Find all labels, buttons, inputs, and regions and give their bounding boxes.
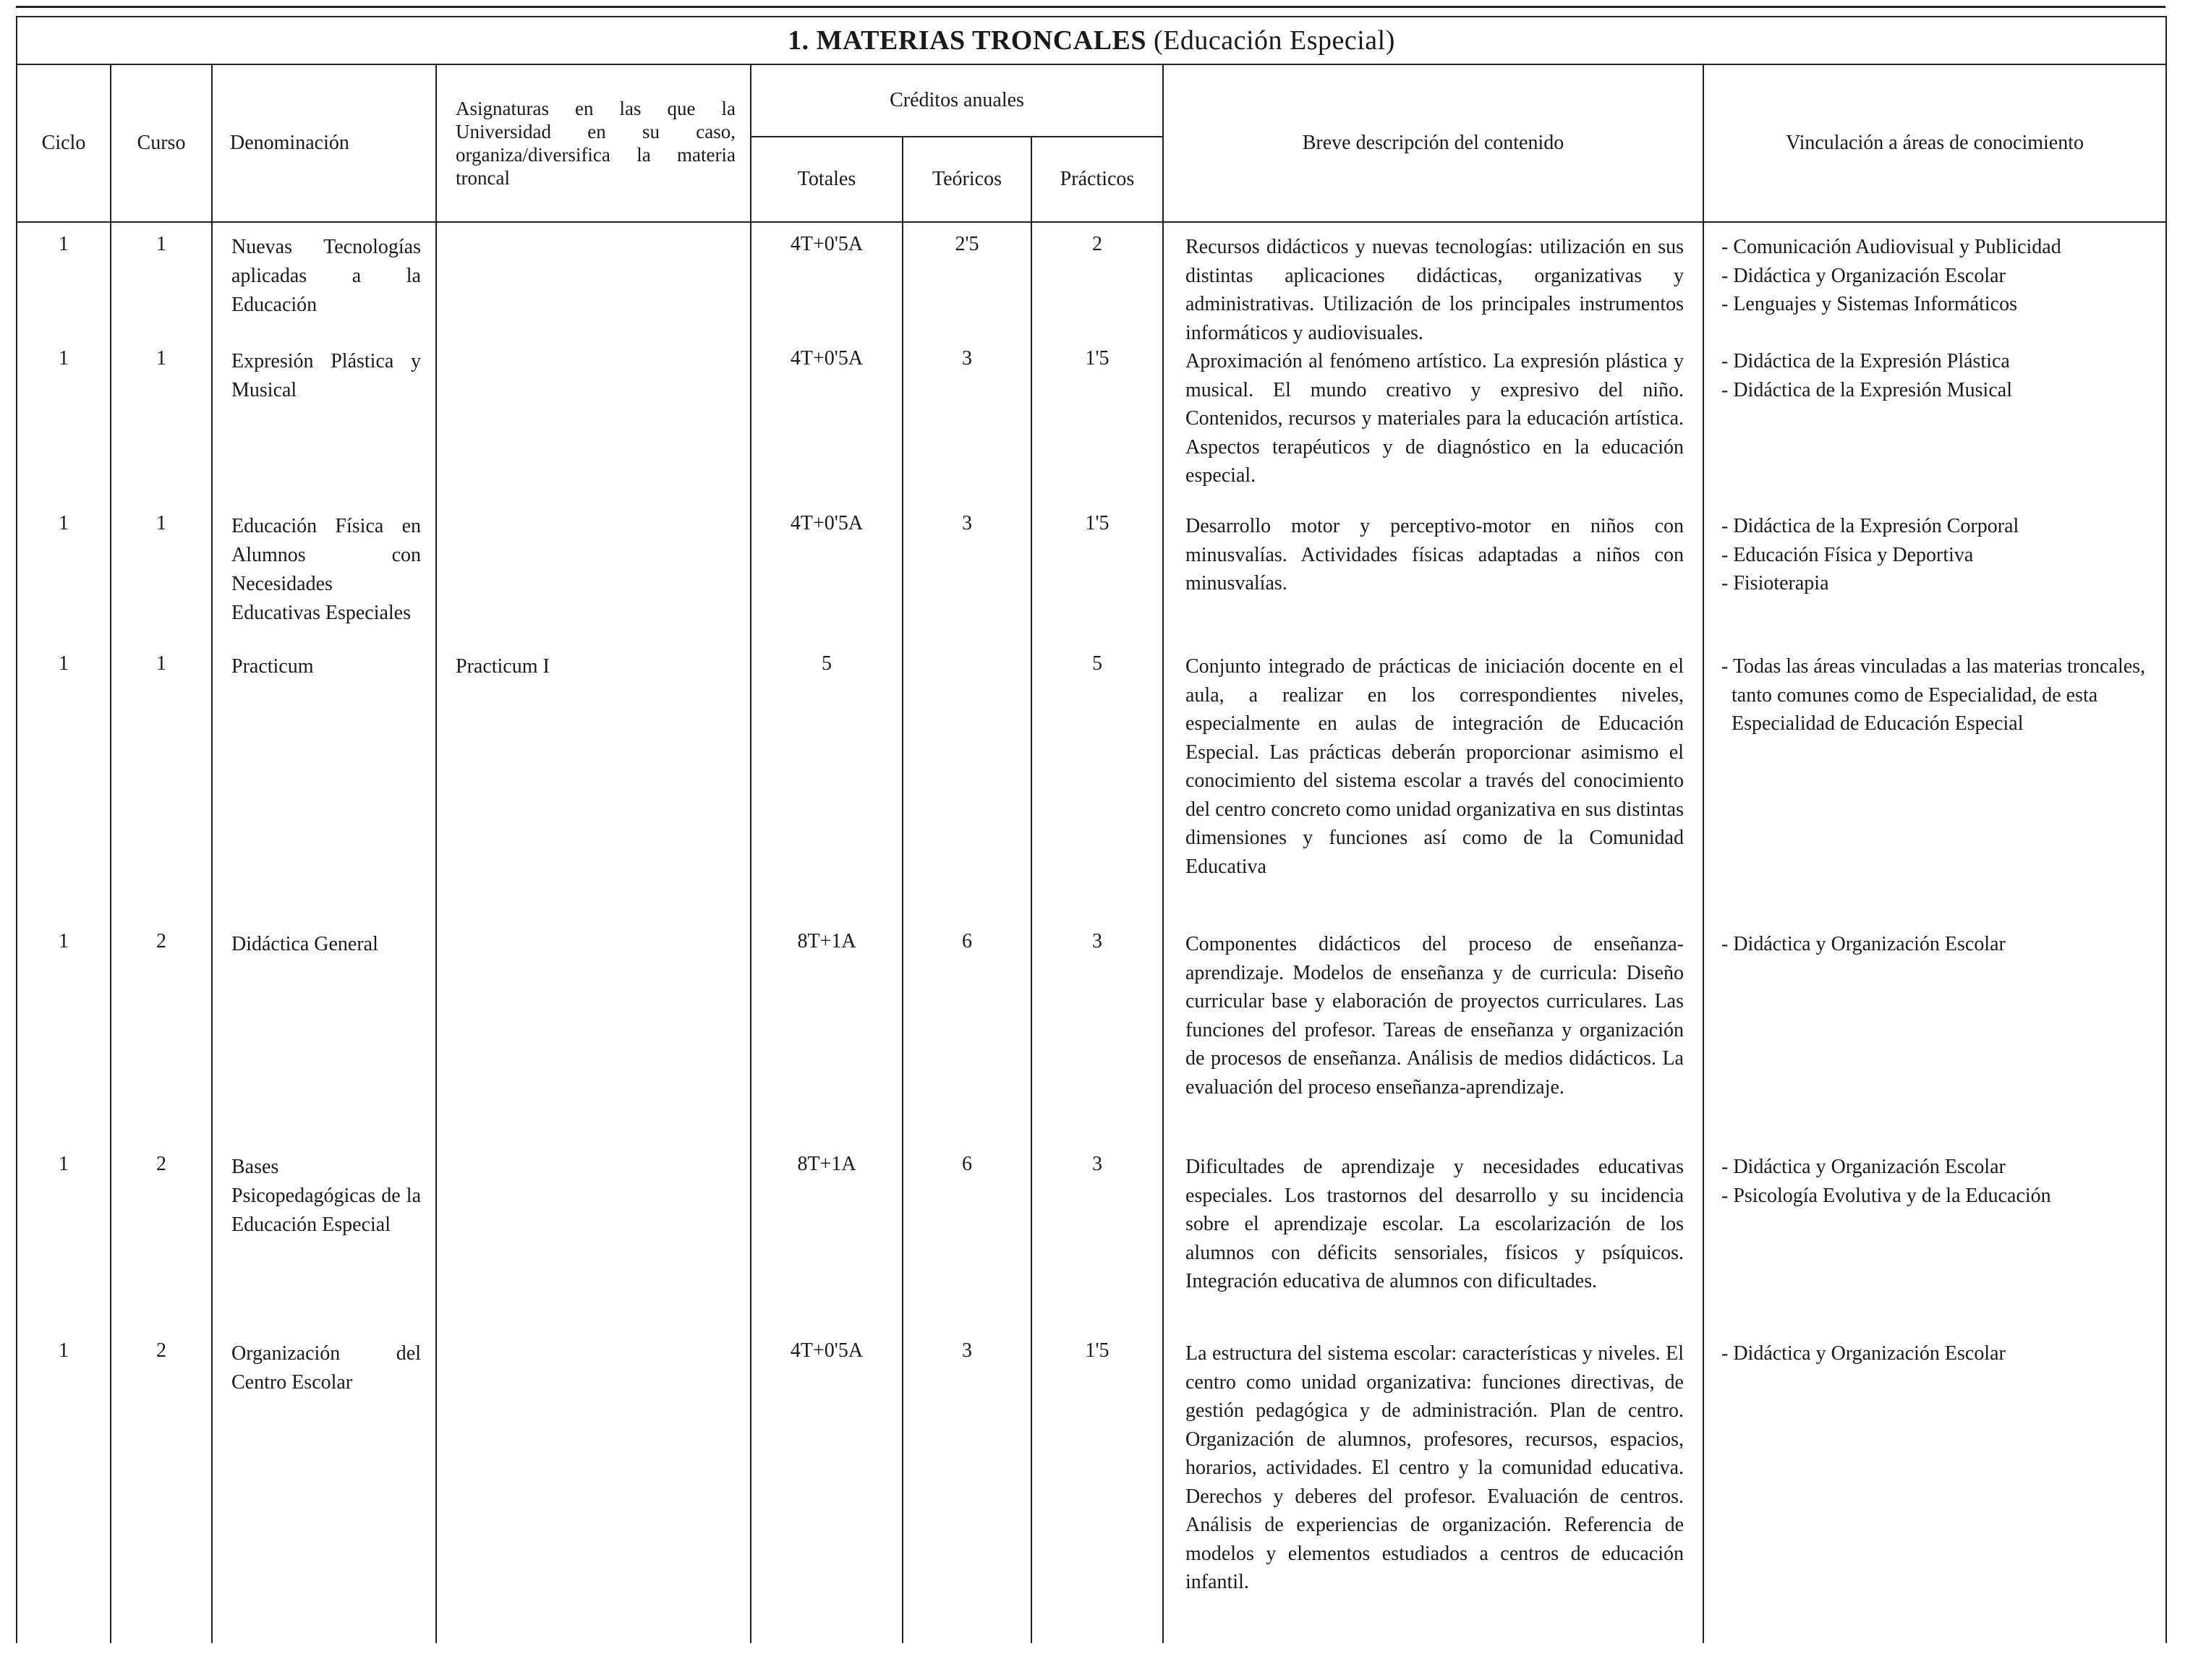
cell-practicos: 1'5 <box>1031 512 1163 651</box>
header-totales: Totales <box>751 137 903 222</box>
vinculacion-item: - Fisioterapia <box>1721 572 1829 594</box>
vinculacion-item: - Todas las áreas vinculadas a las materias troncales, tanto comunes como de Especialidad, de esta Especialidad de Educación Especial <box>1721 655 2146 735</box>
table-row <box>17 1339 2166 1643</box>
table-row <box>17 930 2166 1153</box>
cell-vinculacion <box>1703 512 2166 651</box>
cell-descripcion: Conjunto integrado de prácticas de iniciación docente en el aula, a realizar en los correspondientes niveles, especialmente en aulas de integración de Educación Especial. Las prácticas deberán proporcionar asimismo el conocimiento del sistema escolar a través del conocimiento del centro concreto como unidad organizativa en sus distintas dimensiones y funciones así como de la Comunidad Educativa <box>1163 651 1703 930</box>
cell-curso: 1 <box>111 512 212 651</box>
cell-teoricos: 3 <box>903 347 1031 512</box>
cell-denominacion: Didáctica General <box>212 930 436 1153</box>
cell-descripcion: Recursos didácticos y nuevas tecnologías: utilización en sus distintas aplicaciones didácticas, organizativas y administrativas. Utilización de los principales instrumentos informáticos y audiovisuales. <box>1163 222 1703 347</box>
cell-curso: 2 <box>111 1339 212 1643</box>
cell-descripcion: Desarrollo motor y perceptivo-motor en niños con minusvalías. Actividades físicas adaptadas a niños con minusvalías. <box>1163 512 1703 651</box>
cell-vinculacion <box>1703 930 2166 1153</box>
cell-practicos: 5 <box>1031 651 1163 930</box>
vinculacion-item: - Didáctica y Organización Escolar <box>1721 933 2006 955</box>
cell-asignaturas <box>436 930 751 1153</box>
cell-denominacion: Bases Psicopedagógicas de la Educación Especial <box>212 1153 436 1339</box>
cell-totales: 8T+1A <box>751 1153 903 1339</box>
cell-asignaturas <box>436 347 751 512</box>
cell-denominacion: Practicum <box>212 651 436 930</box>
cell-curso: 1 <box>111 347 212 512</box>
vinculacion-item: - Didáctica y Organización Escolar <box>1721 1156 2006 1178</box>
cell-ciclo: 1 <box>17 512 111 651</box>
header-vinculacion: Vinculación a áreas de conocimiento <box>1703 64 2166 222</box>
header-denominacion: Denominación <box>212 64 436 222</box>
vinculacion-item: - Didáctica y Organización Escolar <box>1721 1342 2006 1365</box>
cell-curso: 2 <box>111 930 212 1153</box>
cell-ciclo: 1 <box>17 347 111 512</box>
vinculacion-item: - Comunicación Audiovisual y Publicidad <box>1721 236 2061 258</box>
vinculacion-item: - Educación Física y Deportiva <box>1721 543 1974 566</box>
cell-practicos: 3 <box>1031 930 1163 1153</box>
cell-ciclo: 1 <box>17 1339 111 1643</box>
cell-teoricos <box>903 651 1031 930</box>
cell-practicos: 1'5 <box>1031 347 1163 512</box>
table-row <box>17 347 2166 512</box>
document-page <box>16 6 2165 1680</box>
table-title <box>17 17 2166 64</box>
vinculacion-item: - Didáctica de la Expresión Plástica <box>1721 350 2010 372</box>
vinculacion-item: - Didáctica y Organización Escolar <box>1721 264 2006 287</box>
header-creditos: Créditos anuales <box>751 64 1163 137</box>
cell-vinculacion <box>1703 651 2166 930</box>
cell-totales: 4T+0'5A <box>751 1339 903 1643</box>
cell-ciclo: 1 <box>17 222 111 347</box>
vinculacion-item: - Lenguajes y Sistemas Informáticos <box>1721 293 2018 315</box>
cell-ciclo: 1 <box>17 651 111 930</box>
cell-descripcion: Dificultades de aprendizaje y necesidades educativas especiales. Los trastornos del desarrollo y su incidencia sobre el aprendizaje escolar. La escolarización de los alumnos con déficits sensoriales, físicos y psíquicos. Integración educativa de alumnos con dificultades. <box>1163 1153 1703 1339</box>
cell-denominacion: Organización del Centro Escolar <box>212 1339 436 1643</box>
cell-vinculacion <box>1703 347 2166 512</box>
header-row-1 <box>17 64 2166 137</box>
table-row <box>17 222 2166 347</box>
header-asignaturas: Asignaturas en las que la Universidad en su caso, organiza/diversifica la materia troncal <box>436 64 751 222</box>
cell-denominacion: Expresión Plástica y Musical <box>212 347 436 512</box>
cell-asignaturas <box>436 1339 751 1643</box>
cell-teoricos: 2'5 <box>903 222 1031 347</box>
cell-asignaturas <box>436 1153 751 1339</box>
cell-teoricos: 6 <box>903 930 1031 1153</box>
cell-vinculacion <box>1703 1153 2166 1339</box>
cell-asignaturas: Practicum I <box>436 651 751 930</box>
header-practicos: Prácticos <box>1031 137 1163 222</box>
cell-denominacion: Educación Física en Alumnos con Necesidades Educativas Especiales <box>212 512 436 651</box>
cell-asignaturas <box>436 222 751 347</box>
cell-teoricos: 3 <box>903 512 1031 651</box>
title-row <box>17 17 2166 64</box>
cell-teoricos: 3 <box>903 1339 1031 1643</box>
cell-vinculacion <box>1703 222 2166 347</box>
table-row <box>17 512 2166 651</box>
top-rule <box>16 6 2165 8</box>
title-main: 1. MATERIAS TRONCALES <box>788 25 1146 56</box>
vinculacion-item: - Didáctica de la Expresión Corporal <box>1721 515 2019 537</box>
table-row <box>17 1153 2166 1339</box>
header-ciclo: Ciclo <box>17 64 111 222</box>
cell-totales: 4T+0'5A <box>751 512 903 651</box>
cell-curso: 2 <box>111 1153 212 1339</box>
cell-totales: 4T+0'5A <box>751 347 903 512</box>
header-teoricos: Teóricos <box>903 137 1031 222</box>
cell-curso: 1 <box>111 651 212 930</box>
vinculacion-item: - Didáctica de la Expresión Musical <box>1721 378 2012 401</box>
cell-descripcion: Componentes didácticos del proceso de enseñanza-aprendizaje. Modelos de enseñanza y de curricula: Diseño curricular base y elaboración de proyectos curriculares. Las funciones del profesor. Tareas de enseñanza y organización de procesos de enseñanza. Análisis de medios didácticos. La evaluación del proceso enseñanza-aprendizaje. <box>1163 930 1703 1153</box>
cell-totales: 8T+1A <box>751 930 903 1153</box>
cell-totales: 5 <box>751 651 903 930</box>
cell-practicos: 1'5 <box>1031 1339 1163 1643</box>
cell-practicos: 3 <box>1031 1153 1163 1339</box>
cell-teoricos: 6 <box>903 1153 1031 1339</box>
cell-practicos: 2 <box>1031 222 1163 347</box>
cell-ciclo: 1 <box>17 930 111 1153</box>
cell-totales: 4T+0'5A <box>751 222 903 347</box>
cell-vinculacion <box>1703 1339 2166 1643</box>
cell-descripcion: Aproximación al fenómeno artístico. La expresión plástica y musical. El mundo creativo y expresivo del niño. Contenidos, recursos y materiales para la educación artística. Aspectos terapéuticos y de diagnóstico en la educación especial. <box>1163 347 1703 512</box>
cell-asignaturas <box>436 512 751 651</box>
header-curso: Curso <box>111 64 212 222</box>
materias-troncales-table <box>16 16 2167 1643</box>
vinculacion-item: - Psicología Evolutiva y de la Educación <box>1721 1184 2051 1207</box>
cell-curso: 1 <box>111 222 212 347</box>
title-sub: (Educación Especial) <box>1153 25 1395 56</box>
header-descripcion: Breve descripción del contenido <box>1163 64 1703 222</box>
cell-ciclo: 1 <box>17 1153 111 1339</box>
table-row <box>17 651 2166 930</box>
cell-descripcion: La estructura del sistema escolar: características y niveles. El centro como unidad organizativa: funciones directivas, de gestión pedagógica y de administración. Plan de centro. Organización de alumnos, profesores, recursos, espacios, horarios, actividades. El centro y la comunidad educativa. Derechos y deberes del profesor. Evaluación de centros. Análisis de experiencias de organización. Referencia de modelos y elementos estudiados a centros de educación infantil. <box>1163 1339 1703 1643</box>
cell-denominacion: Nuevas Tecnologías aplicadas a la Educación <box>212 222 436 347</box>
